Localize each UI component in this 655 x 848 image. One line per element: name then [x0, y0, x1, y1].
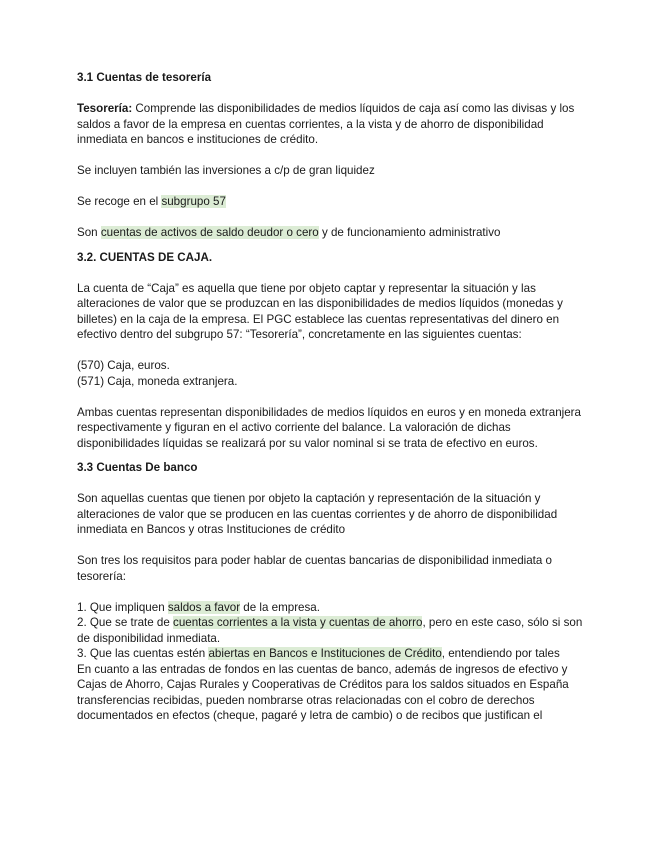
subgroup-note	[77, 194, 587, 210]
definition-text: Comprende las disponibilidades de medios líquidos de caja así como las divisas y los saldos a favor de la empresa en cuentas corrientes, a la vista y de ahorro de disponibilidad inmediata en bancos e instituciones de crédito.	[77, 102, 575, 146]
requirement-3	[77, 646, 587, 662]
account-571: (571) Caja, moneda extranjera.	[77, 374, 238, 388]
requirement-3-pre: 3. Que las cuentas estén	[77, 647, 209, 660]
caja-valuation-paragraph: Ambas cuentas representan disponibilidades de medios líquidos en euros y en moneda extranjera respectivamente y figuran en el activo corriente del balance. La valoración de dichas disponibilidades líquidas se realizará por su valor nominal si se trata de efectivo en euros.	[77, 405, 581, 450]
short-term-investments-note: Se incluyen también las inversiones a c/p de gran liquidez	[77, 164, 375, 177]
definition-label: Tesorería:	[77, 102, 133, 115]
highlight-subgrupo: subgrupo 57	[161, 195, 226, 208]
highlight-saldos-favor: saldos a favor	[167, 600, 241, 614]
account-type-pre: Son	[77, 226, 101, 239]
tesoreria-definition	[77, 101, 587, 148]
requirements-intro: Son tres los requisitos para poder hablar de cuentas bancarias de disponibilidad inmediata o tesorería:	[77, 554, 552, 583]
requirement-2-pre: 2. Que se trate de	[77, 616, 174, 629]
highlight-asset-accounts: cuentas de activos de saldo deudor o cero	[100, 226, 319, 239]
section-3-2-title: 3.2. CUENTAS DE CAJA.	[77, 250, 213, 264]
account-570: (570) Caja, euros.	[77, 359, 170, 372]
bank-description: Son aquellas cuentas que tienen por objeto la captación y representación de la situación y alteraciones de valor que se producen en las cuentas corrientes y de ahorro de disponibilidad inmediata en Bancos y otras Instituciones de crédito	[77, 492, 558, 536]
subgroup-note-pre: Se recoge en el	[77, 195, 162, 208]
section-3-1-title: 3.1 Cuentas de tesorería	[77, 71, 212, 84]
bank-inflows-paragraph: En cuanto a las entradas de fondos en las cuentas de banco, además de ingresos de efectivo y Cajas de Ahorro, Cajas Rurales y Cooperativas de Créditos para los saldos situados en España transferencias recibidas, pueden nombrarse otras relacionadas con el cobro de derechos documentados en efectos (cheque, pagaré y letra de cambio) o de recibos que justifican el	[77, 662, 569, 722]
highlight-banks-institutions: abiertas en Bancos e Instituciones de Crédito	[208, 647, 442, 660]
requirement-1-post: de la empresa.	[240, 600, 320, 614]
requirement-1-pre: 1. Que impliquen	[77, 600, 168, 614]
section-3-3-title: 3.3 Cuentas De banco	[77, 461, 198, 474]
requirement-2-post: , pero en este caso, sólo si son de disponibilidad inmediata.	[77, 616, 583, 645]
requirement-1	[77, 600, 587, 616]
requirement-3-post: , entendiendo por tales	[441, 647, 560, 660]
highlight-current-accounts: cuentas corrientes a la vista y cuentas de ahorro	[173, 616, 423, 629]
account-type-post: y de funcionamiento administrativo	[318, 226, 501, 239]
caja-description: La cuenta de “Caja” es aquella que tiene por objeto captar y representar la situación y las alteraciones de valor que se produzcan en las disponibilidades de medios líquidos (monedas y billetes) en la caja de la empresa. El PGC establece las cuentas representativas del dinero en efectivo dentro del subgrupo 57: “Tesorería”, concretamente en las siguientes cuentas:	[77, 281, 563, 341]
requirement-2	[77, 615, 587, 646]
account-type-note	[77, 225, 587, 241]
document-page	[77, 70, 587, 724]
